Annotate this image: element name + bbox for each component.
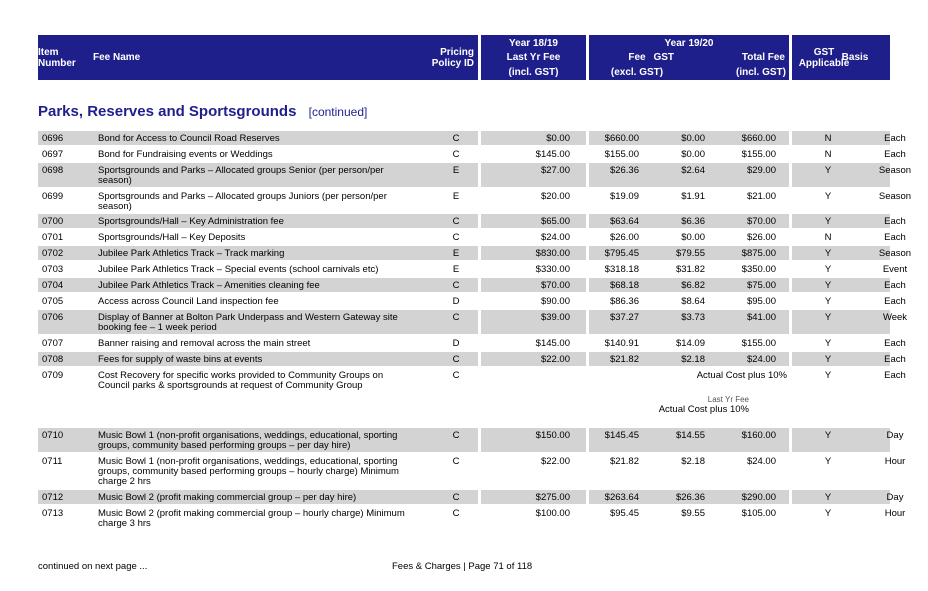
pricing-policy-id: C (452, 312, 460, 323)
basis: Season (878, 191, 912, 202)
fee-name: Cost Recovery for specific works provided to Community Groups on Council parks & sportsgrounds at request of Community Group (98, 370, 384, 391)
item-number: 0700 (42, 216, 64, 227)
item-number: 0702 (42, 248, 64, 259)
row-0709-last-yr-value: Actual Cost plus 10% (658, 404, 749, 415)
fee-cell (589, 454, 789, 488)
item-number: 0712 (42, 492, 64, 503)
header-fee-excl-gst: (excl. GST) (610, 67, 664, 78)
header-item-number-line2: Number (38, 58, 76, 69)
pricing-policy-id: C (452, 232, 460, 243)
gst-applicable: Y (824, 248, 832, 259)
gst-cell (792, 246, 912, 260)
header-last-yr-fee: Last Yr Fee (506, 52, 561, 63)
fee-cell (589, 278, 789, 292)
fee-name: Music Bowl 1 (non-profit organisations, weddings, educational, sporting groups, community based performing groups – per day hire) (98, 430, 398, 451)
last-yr-cell (481, 131, 586, 145)
fee-cell (589, 214, 789, 228)
basis: Season (878, 248, 912, 259)
table-row (38, 214, 906, 228)
row-main-cell (38, 428, 478, 452)
gst-applicable: Y (824, 508, 832, 519)
header-pricing-line2: Policy ID (431, 58, 474, 69)
gst-cell (792, 368, 906, 392)
last-yr-fee: $65.00 (540, 216, 570, 227)
gst-cell (792, 352, 906, 366)
table-header (38, 35, 890, 80)
gst-applicable: Y (824, 430, 832, 441)
fee-name: Music Bowl 1 (non-profit organisations, weddings, educational, sporting groups, community based performing groups – hourly charge) Minimum charge 2 hrs (98, 456, 399, 487)
pricing-policy-id: C (452, 354, 460, 365)
basis: Day (886, 430, 904, 441)
total-fee: $75.00 (746, 280, 776, 291)
table-row (38, 368, 906, 392)
header-gst-applicable-line1: GST (813, 47, 835, 58)
item-number: 0708 (42, 354, 64, 365)
total-fee: $155.00 (741, 338, 776, 349)
fee-cell (589, 262, 789, 276)
gst-amount: $3.73 (681, 312, 705, 323)
total-fee: $24.00 (746, 456, 776, 467)
gst-applicable: Y (824, 296, 832, 307)
total-fee: $24.00 (746, 354, 776, 365)
gst-applicable: N (824, 149, 832, 160)
gst-amount: $79.55 (675, 248, 705, 259)
gst-cell (792, 490, 904, 504)
table-row (38, 278, 906, 292)
fee-cell (589, 163, 789, 187)
last-yr-fee: $39.00 (540, 312, 570, 323)
row-main-cell (38, 163, 478, 187)
row-main-cell (38, 506, 478, 530)
gst-cell (792, 294, 906, 308)
row-main-cell (38, 131, 478, 145)
last-yr-cell (481, 163, 586, 187)
table-row (38, 352, 906, 366)
row-main-cell (38, 352, 478, 366)
header-gst: GST (653, 52, 674, 63)
fee-excl-gst: $660.00 (604, 133, 639, 144)
gst-cell (792, 310, 908, 334)
fee-name: Bond for Fundraising events or Weddings (98, 149, 273, 160)
header-fee: Fee (628, 52, 646, 63)
total-fee: $70.00 (746, 216, 776, 227)
fee-name: Sportsgrounds/Hall – Key Administration fee (98, 216, 284, 227)
fee-cell (589, 428, 789, 452)
last-yr-fee: $150.00 (535, 430, 570, 441)
last-yr-fee: $70.00 (540, 280, 570, 291)
header-total-fee: Total Fee (741, 52, 785, 63)
basis: Each (884, 354, 906, 365)
item-number: 0706 (42, 312, 64, 323)
gst-amount: $0.00 (681, 149, 705, 160)
fee-name: Jubilee Park Athletics Track – Amenities cleaning fee (98, 280, 320, 291)
item-number: 0707 (42, 338, 64, 349)
fee-cell (589, 189, 789, 213)
section-title (38, 103, 367, 120)
basis: Season (878, 165, 912, 176)
gst-amount: $14.09 (675, 338, 705, 349)
fee-excl-gst: $63.64 (609, 216, 639, 227)
fee-name: Access across Council Land inspection fee (98, 296, 279, 307)
basis: Event (882, 264, 908, 275)
basis: Each (884, 149, 906, 160)
last-yr-fee: $27.00 (540, 165, 570, 176)
last-yr-cell (481, 368, 586, 392)
fee-name: Bond for Access to Council Road Reserves (98, 133, 280, 144)
gst-amount: $2.18 (681, 354, 705, 365)
basis: Week (882, 312, 908, 323)
total-fee: $29.00 (746, 165, 776, 176)
last-yr-fee: $145.00 (535, 338, 570, 349)
gst-applicable: Y (824, 264, 832, 275)
table-row (38, 310, 908, 334)
header-pricing-line1: Pricing (440, 47, 474, 58)
table-row (38, 230, 906, 244)
fee-name: Fees for supply of waste bins at events (98, 354, 263, 365)
basis: Each (884, 216, 906, 227)
row-main-cell (38, 230, 478, 244)
fee-excl-gst: $19.09 (609, 191, 639, 202)
fee-name: Sportsgrounds and Parks – Allocated groups Senior (per person/per season) (98, 165, 384, 186)
table-row (38, 147, 906, 161)
last-yr-cell (481, 352, 586, 366)
table-row (38, 490, 904, 504)
gst-amount: $2.18 (681, 456, 705, 467)
fee-excl-gst: $86.36 (609, 296, 639, 307)
fee-cell (589, 230, 789, 244)
total-fee: $660.00 (741, 133, 776, 144)
basis: Day (886, 492, 904, 503)
fee-excl-gst: $140.91 (604, 338, 639, 349)
item-number: 0704 (42, 280, 64, 291)
basis: Each (884, 370, 906, 381)
fee-cell (589, 368, 789, 392)
actual-cost: Actual Cost plus 10% (696, 370, 787, 381)
footer-page-number: Fees & Charges | Page 71 of 118 (392, 561, 533, 572)
pricing-policy-id: E (452, 191, 460, 202)
fee-cell (589, 310, 789, 334)
gst-cell (792, 230, 906, 244)
last-yr-cell (481, 147, 586, 161)
gst-amount: $6.82 (681, 280, 705, 291)
pricing-policy-id: C (452, 456, 460, 467)
last-yr-fee: $20.00 (540, 191, 570, 202)
gst-cell (792, 189, 912, 213)
gst-cell (792, 131, 906, 145)
fee-excl-gst: $21.82 (609, 456, 639, 467)
item-number: 0709 (42, 370, 64, 381)
gst-applicable: Y (824, 312, 832, 323)
row-main-cell (38, 490, 478, 504)
fee-cell (589, 131, 789, 145)
gst-amount: $8.64 (681, 296, 705, 307)
last-yr-cell (481, 310, 586, 334)
fee-excl-gst: $37.27 (609, 312, 639, 323)
basis: Hour (884, 456, 906, 467)
fee-excl-gst: $145.45 (604, 430, 639, 441)
gst-amount: $6.36 (681, 216, 705, 227)
pricing-policy-id: C (452, 216, 460, 227)
last-yr-cell (481, 506, 586, 530)
row-main-cell (38, 294, 478, 308)
fee-excl-gst: $95.45 (609, 508, 639, 519)
header-year-1819: Year 18/19 (509, 38, 558, 49)
pricing-policy-id: C (452, 280, 460, 291)
fee-name: Jubilee Park Athletics Track – Special events (school carnivals etc) (98, 264, 379, 275)
header-fee-name: Fee Name (93, 52, 141, 63)
total-fee: $875.00 (741, 248, 776, 259)
pricing-policy-id: E (452, 165, 460, 176)
row-main-cell (38, 368, 478, 392)
fee-cell (589, 336, 789, 350)
last-yr-fee: $275.00 (535, 492, 570, 503)
item-number: 0701 (42, 232, 64, 243)
fee-cell (589, 246, 789, 260)
pricing-policy-id: D (452, 338, 460, 349)
table-row (38, 262, 908, 276)
table-row (38, 428, 904, 452)
item-number: 0699 (42, 191, 64, 202)
total-fee: $105.00 (741, 508, 776, 519)
header-basis: Basis (841, 52, 869, 63)
fee-excl-gst: $26.00 (609, 232, 639, 243)
basis: Each (884, 133, 906, 144)
fee-excl-gst: $795.45 (604, 248, 639, 259)
gst-cell (792, 506, 906, 530)
total-fee: $155.00 (741, 149, 776, 160)
fee-cell (589, 294, 789, 308)
gst-applicable: Y (824, 216, 832, 227)
last-yr-fee: $100.00 (535, 508, 570, 519)
last-yr-cell (481, 262, 586, 276)
total-fee: $95.00 (746, 296, 776, 307)
pricing-policy-id: E (452, 264, 460, 275)
fee-name: Sportsgrounds/Hall – Key Deposits (98, 232, 246, 243)
last-yr-fee: $22.00 (540, 456, 570, 467)
gst-cell (792, 428, 904, 452)
gst-applicable: Y (824, 338, 832, 349)
fee-excl-gst: $318.18 (604, 264, 639, 275)
row-main-cell (38, 214, 478, 228)
pricing-policy-id: C (452, 492, 460, 503)
last-yr-cell (481, 490, 586, 504)
fee-cell (589, 490, 789, 504)
table-row (38, 336, 906, 350)
last-yr-cell (481, 294, 586, 308)
gst-amount: $1.91 (681, 191, 705, 202)
gst-applicable: Y (824, 165, 832, 176)
gst-cell (792, 214, 906, 228)
fee-name: Sportsgrounds and Parks – Allocated groups Juniors (per person/per season) (98, 191, 387, 212)
header-gst-applicable-line2: Applicable (798, 58, 850, 69)
gst-applicable: N (824, 232, 832, 243)
table-row (38, 246, 912, 260)
fee-cell (589, 506, 789, 530)
row-main-cell (38, 147, 478, 161)
total-fee: $21.00 (746, 191, 776, 202)
item-number: 0710 (42, 430, 64, 441)
total-fee: $290.00 (741, 492, 776, 503)
item-number: 0703 (42, 264, 64, 275)
table-row (38, 189, 912, 213)
last-yr-fee: $330.00 (535, 264, 570, 275)
total-fee: $26.00 (746, 232, 776, 243)
gst-amount: $31.82 (675, 264, 705, 275)
total-fee: $350.00 (741, 264, 776, 275)
last-yr-cell (481, 189, 586, 213)
last-yr-fee: $24.00 (540, 232, 570, 243)
last-yr-fee: $90.00 (540, 296, 570, 307)
gst-applicable: Y (824, 280, 832, 291)
section-title-text: Parks, Reserves and Sportsgrounds (38, 103, 297, 120)
gst-applicable: Y (824, 354, 832, 365)
row-main-cell (38, 262, 478, 276)
gst-amount: $2.64 (681, 165, 705, 176)
gst-applicable: Y (824, 191, 832, 202)
last-yr-cell (481, 246, 586, 260)
table-row (38, 506, 906, 530)
basis: Each (884, 280, 906, 291)
gst-cell (792, 163, 912, 187)
item-number: 0696 (42, 133, 64, 144)
fee-cell (589, 352, 789, 366)
table-row (38, 131, 906, 145)
fee-cell (589, 147, 789, 161)
section-continued: [continued] (308, 105, 368, 119)
last-yr-cell (481, 278, 586, 292)
gst-cell (792, 278, 906, 292)
fee-name: Banner raising and removal across the main street (98, 338, 311, 349)
last-yr-cell (481, 454, 586, 488)
pricing-policy-id: D (452, 296, 460, 307)
basis: Each (884, 338, 906, 349)
fee-excl-gst: $68.18 (609, 280, 639, 291)
last-yr-fee: $22.00 (540, 354, 570, 365)
gst-applicable: Y (824, 370, 832, 381)
row-main-cell (38, 246, 478, 260)
last-yr-cell (481, 230, 586, 244)
gst-cell (792, 454, 906, 488)
total-fee: $160.00 (741, 430, 776, 441)
gst-applicable: N (824, 133, 832, 144)
last-yr-fee: $145.00 (535, 149, 570, 160)
item-number: 0698 (42, 165, 64, 176)
gst-amount: $14.55 (675, 430, 705, 441)
basis: Each (884, 232, 906, 243)
table-row (38, 454, 906, 488)
gst-amount: $0.00 (681, 133, 705, 144)
pricing-policy-id: C (452, 430, 460, 441)
fee-name: Display of Banner at Bolton Park Underpass and Western Gateway site booking fee – 1 week period (98, 312, 398, 333)
pricing-policy-id: C (452, 133, 460, 144)
row-main-cell (38, 310, 478, 334)
last-yr-fee: $830.00 (535, 248, 570, 259)
fee-name: Jubilee Park Athletics Track – Track marking (98, 248, 285, 259)
row-main-cell (38, 454, 478, 488)
gst-amount: $0.00 (681, 232, 705, 243)
basis: Hour (884, 508, 906, 519)
fee-excl-gst: $21.82 (609, 354, 639, 365)
fee-name: Music Bowl 2 (profit making commercial group – per day hire) (98, 492, 357, 503)
pricing-policy-id: C (452, 508, 460, 519)
item-number: 0713 (42, 508, 64, 519)
pricing-policy-id: E (452, 248, 460, 259)
last-yr-cell (481, 428, 586, 452)
last-yr-cell (481, 214, 586, 228)
item-number: 0711 (42, 456, 63, 467)
row-main-cell (38, 189, 478, 213)
item-number: 0705 (42, 296, 64, 307)
row-0709-last-yr-label: Last Yr Fee (707, 395, 749, 404)
gst-cell (792, 262, 908, 276)
row-main-cell (38, 336, 478, 350)
gst-amount: $9.55 (681, 508, 705, 519)
table-row (38, 163, 912, 187)
item-number: 0697 (42, 149, 64, 160)
pricing-policy-id: C (452, 370, 460, 381)
fee-name: Music Bowl 2 (profit making commercial group – hourly charge) Minimum charge 3 hrs (98, 508, 405, 529)
row-main-cell (38, 278, 478, 292)
gst-amount: $26.36 (675, 492, 705, 503)
last-yr-fee: $0.00 (546, 133, 570, 144)
header-total-incl-gst: (incl. GST) (736, 67, 786, 78)
pricing-policy-id: C (452, 149, 460, 160)
table-row (38, 294, 906, 308)
header-year-1920: Year 19/20 (664, 38, 714, 49)
fee-excl-gst: $26.36 (609, 165, 639, 176)
gst-cell (792, 336, 906, 350)
fee-excl-gst: $155.00 (604, 149, 639, 160)
header-last-incl-gst: (incl. GST) (508, 67, 559, 78)
footer-continued: continued on next page ... (38, 561, 148, 572)
total-fee: $41.00 (746, 312, 776, 323)
fee-excl-gst: $263.64 (604, 492, 639, 503)
gst-cell (792, 147, 906, 161)
last-yr-cell (481, 336, 586, 350)
gst-applicable: Y (824, 456, 832, 467)
header-item-number-line1: Item (38, 47, 59, 58)
gst-applicable: Y (824, 492, 832, 503)
basis: Each (884, 296, 906, 307)
